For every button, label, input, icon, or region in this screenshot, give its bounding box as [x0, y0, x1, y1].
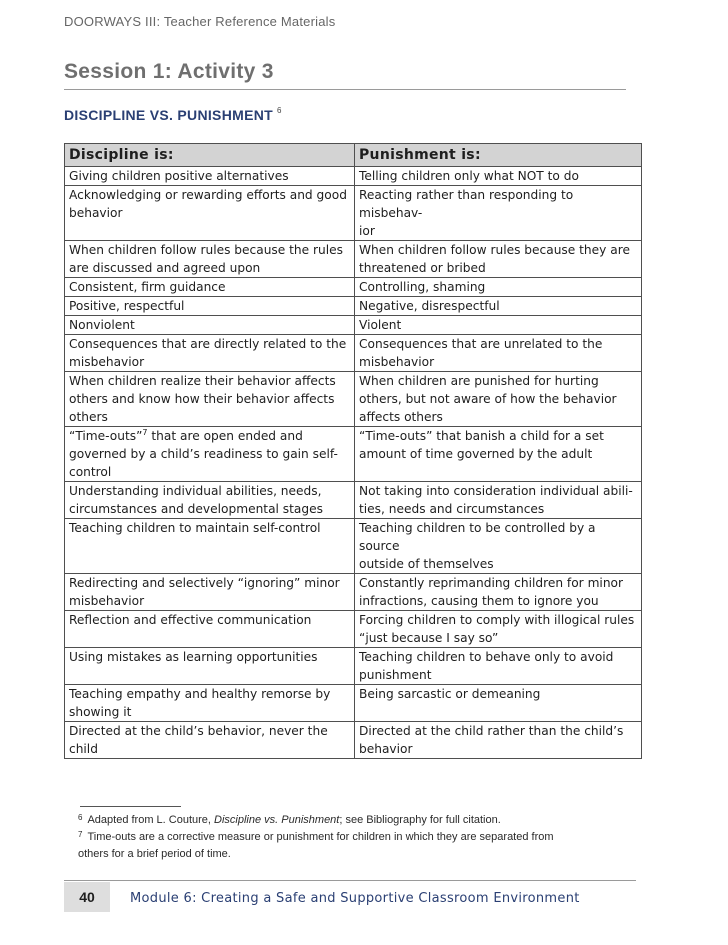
punishment-cell [355, 241, 642, 278]
footnote-ref-6: 6 [276, 106, 282, 116]
cell-line: Negative, disrespectful [359, 299, 500, 313]
cell-text: “Time-outs” [69, 429, 143, 443]
cell-line: Directed at the child rather than the child’s [359, 724, 624, 738]
section-heading [64, 107, 282, 123]
cell-line: Directed at the child’s behavior, never the child [69, 724, 328, 756]
punishment-cell [355, 278, 642, 297]
module-title: Module 6: Creating a Safe and Supportive Classroom Environment [130, 891, 580, 906]
punishment-cell [355, 297, 642, 316]
cell-line [69, 427, 350, 445]
table-row [65, 167, 642, 186]
cell-line: Constantly reprimanding children for minor [359, 576, 624, 590]
discipline-cell [65, 685, 355, 722]
table-row [65, 372, 642, 427]
discipline-cell [65, 297, 355, 316]
footnote-divider [80, 806, 181, 807]
table-header-row [65, 144, 642, 167]
footnote-text: ; see Bibliography for full citation. [339, 814, 501, 826]
footnote-number: 6 [78, 813, 83, 822]
punishment-cell [355, 722, 642, 759]
cell-line: are discussed and agreed upon [69, 261, 261, 275]
footnote-ref-7: 7 [142, 427, 148, 437]
cell-line: others [69, 410, 108, 424]
table-row [65, 611, 642, 648]
discipline-cell [65, 167, 355, 186]
cell-line: When children are punished for hurting [359, 374, 599, 388]
punishment-cell [355, 372, 642, 427]
cell-line: Reflection and effective communication [69, 613, 312, 627]
cell-line: Forcing children to comply with illogical rules [359, 613, 635, 627]
punishment-cell [355, 316, 642, 335]
page-title: Session 1: Activity 3 [64, 60, 274, 83]
discipline-cell [65, 574, 355, 611]
cell-line: Telling children only what NOT to do [359, 169, 579, 183]
cell-line: Violent [359, 318, 402, 332]
discipline-cell [65, 611, 355, 648]
cell-line: misbehavior [69, 355, 145, 369]
footnote-number: 7 [78, 830, 83, 839]
page-number: 40 [64, 882, 110, 912]
cell-line: Reacting rather than responding to misbehav- [359, 188, 574, 220]
comparison-table [64, 143, 642, 759]
footnote-6 [78, 812, 638, 829]
cell-line: When children follow rules because the rules [69, 243, 343, 257]
cell-line: ior [359, 224, 375, 238]
cell-line: others and know how their behavior affects [69, 392, 335, 406]
footnote-text: others for a brief period of time. [78, 848, 231, 860]
punishment-cell [355, 482, 642, 519]
discipline-cell [65, 241, 355, 278]
table-row [65, 241, 642, 278]
footnote-cited-title: Discipline vs. Punishment [214, 814, 340, 826]
cell-line: behavior [69, 206, 123, 220]
discipline-cell [65, 186, 355, 241]
cell-line: Nonviolent [69, 318, 135, 332]
cell-line: Consistent, firm guidance [69, 280, 226, 294]
cell-line: Redirecting and selectively “ignoring” minor [69, 576, 340, 590]
table-row [65, 482, 642, 519]
cell-line: threatened or bribed [359, 261, 486, 275]
cell-line: behavior [359, 742, 413, 756]
punishment-cell [355, 648, 642, 685]
cell-line: amount of time governed by the adult [359, 447, 593, 461]
cell-line: affects others [359, 410, 443, 424]
cell-line: showing it [69, 705, 132, 719]
running-header: DOORWAYS III: Teacher Reference Materials [64, 14, 336, 29]
cell-line: Teaching children to maintain self-control [69, 521, 321, 535]
discipline-cell [65, 427, 355, 482]
punishment-cell [355, 427, 642, 482]
table-row [65, 316, 642, 335]
cell-line: Teaching children to behave only to avoid [359, 650, 614, 664]
cell-line: misbehavior [69, 594, 145, 608]
cell-line: Controlling, shaming [359, 280, 486, 294]
cell-line: outside of themselves [359, 557, 494, 571]
cell-line: Teaching children to be controlled by a source [359, 521, 596, 553]
table-row [65, 519, 642, 574]
footer-divider [64, 880, 636, 881]
footnote-text: Adapted from L. Couture, [87, 814, 215, 826]
table-row [65, 427, 642, 482]
table-row [65, 722, 642, 759]
cell-line: When children follow rules because they are [359, 243, 630, 257]
footnote-text: Time-outs are a corrective measure or punishment for children in which they are separated from [87, 831, 554, 843]
footnotes [78, 812, 638, 862]
discipline-cell [65, 278, 355, 297]
discipline-cell [65, 648, 355, 685]
table-row [65, 186, 642, 241]
discipline-cell [65, 519, 355, 574]
cell-line: Understanding individual abilities, needs, [69, 484, 322, 498]
table-row [65, 685, 642, 722]
punishment-cell [355, 335, 642, 372]
cell-line: Giving children positive alternatives [69, 169, 289, 183]
cell-line: Being sarcastic or demeaning [359, 687, 541, 701]
punishment-cell [355, 611, 642, 648]
punishment-cell [355, 186, 642, 241]
punishment-cell [355, 167, 642, 186]
table-row [65, 648, 642, 685]
table-row [65, 574, 642, 611]
column-header-discipline: Discipline is: [65, 144, 355, 167]
cell-line: punishment [359, 668, 432, 682]
cell-line: “just because I say so” [359, 631, 499, 645]
cell-line: infractions, causing them to ignore you [359, 594, 599, 608]
cell-text: that are open ended and [147, 429, 303, 443]
cell-line: Acknowledging or rewarding efforts and good [69, 188, 347, 202]
cell-line: Positive, respectful [69, 299, 185, 313]
discipline-cell [65, 316, 355, 335]
discipline-cell [65, 372, 355, 427]
cell-line: Using mistakes as learning opportunities [69, 650, 318, 664]
discipline-cell [65, 722, 355, 759]
punishment-cell [355, 685, 642, 722]
discipline-cell [65, 482, 355, 519]
cell-line: “Time-outs” that banish a child for a set [359, 429, 604, 443]
cell-line: Consequences that are directly related to the [69, 337, 347, 351]
column-header-punishment: Punishment is: [355, 144, 642, 167]
cell-line: Teaching empathy and healthy remorse by [69, 687, 331, 701]
footnote-7 [78, 829, 638, 862]
cell-line: governed by a child’s readiness to gain self- [69, 447, 338, 461]
cell-line: misbehavior [359, 355, 435, 369]
table-row [65, 278, 642, 297]
cell-line: ties, needs and circumstances [359, 502, 545, 516]
cell-line: When children realize their behavior affects [69, 374, 336, 388]
punishment-cell [355, 519, 642, 574]
title-divider [64, 89, 626, 90]
cell-line: control [69, 465, 112, 479]
cell-line: circumstances and developmental stages [69, 502, 323, 516]
section-heading-text: DISCIPLINE VS. PUNISHMENT [64, 107, 273, 123]
cell-line: others, but not aware of how the behavior [359, 392, 617, 406]
punishment-cell [355, 574, 642, 611]
cell-line: Consequences that are unrelated to the [359, 337, 603, 351]
discipline-cell [65, 335, 355, 372]
cell-line: Not taking into consideration individual abili- [359, 484, 633, 498]
table-row [65, 335, 642, 372]
table-row [65, 297, 642, 316]
